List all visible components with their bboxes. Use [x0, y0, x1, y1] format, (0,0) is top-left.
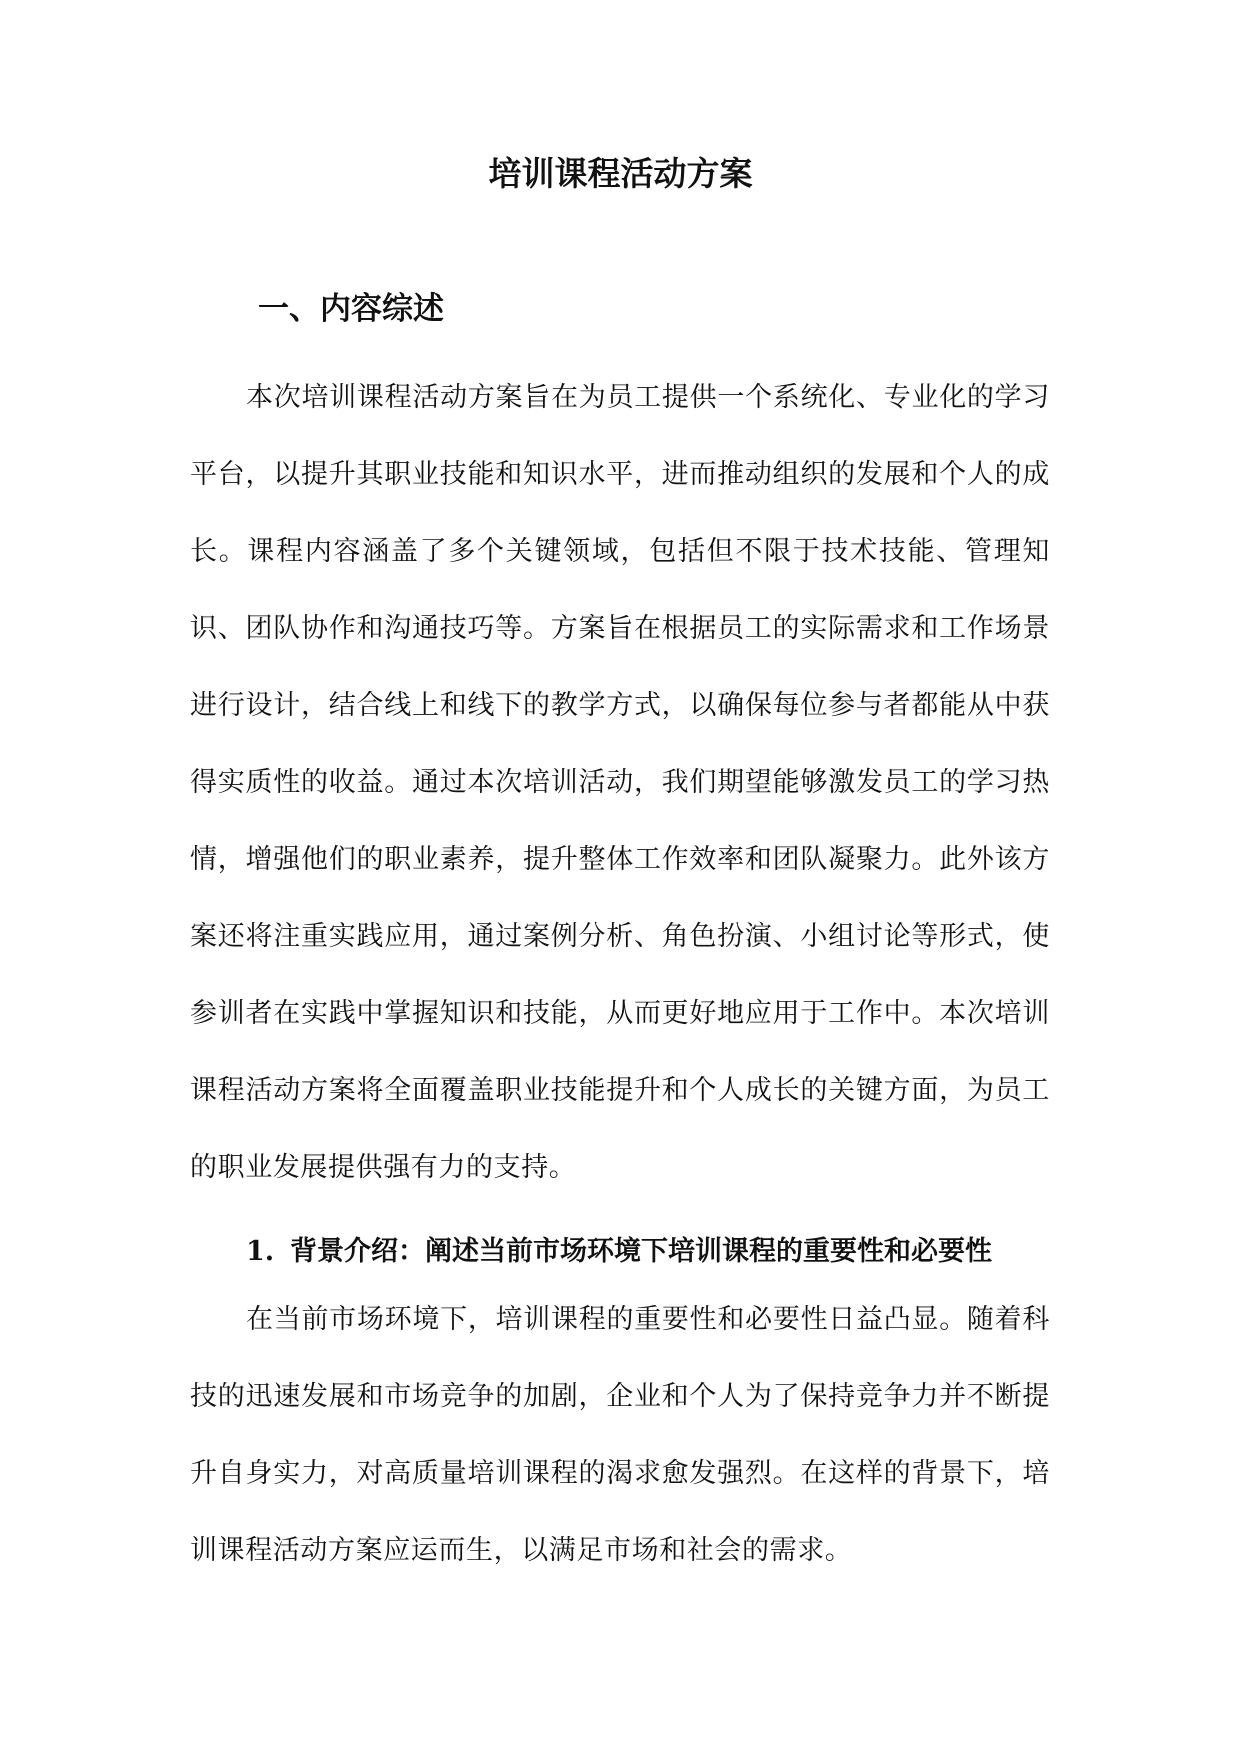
section-heading: 一、内容综述 — [258, 291, 444, 327]
document-title: 培训课程活动方案 — [488, 154, 753, 193]
paragraph-background: 在当前市场环境下，培训课程的重要性和必要性日益凸显。随着科技的迅速发展和市场竞争的加剧，企业和个人为了保持竞争力并不断提升自身实力，对高质量培训课程的渴求愈发强烈。在这样的背景下，培训课程活动方案应运而生，以满足市场和社会的需求。 — [190, 1304, 1050, 1566]
subsection-number: 1. — [246, 1236, 275, 1267]
paragraph-content-overview: 本次培训课程活动方案旨在为员工提供一个系统化、专业化的学习平台，以提升其职业技能和知识水平，进而推动组织的发展和个人的成长。课程内容涵盖了多个关键领域，包括但不限于技术技能、管理知识、团队协作和沟通技巧等。方案旨在根据员工的实际需求和工作场景进行设计，结合线上和线下的教学方式，以确保每位参与者都能从中获得实质性的收益。通过本次培训活动，我们期望能够激发员工的学习热情，增强他们的职业素养，提升整体工作效率和团队凝聚力。此外该方案还将注重实践应用，通过案例分析、角色扮演、小组讨论等形式，使参训者在实践中掌握知识和技能，从而更好地应用于工作中。本次培训课程活动方案将全面覆盖职业技能提升和个人成长的关键方面，为员工的职业发展提供强有力的支持。 — [190, 382, 1050, 1183]
subsection-heading-text: 背景介绍：阐述当前市场环境下培训课程的重要性和必要性 — [290, 1236, 992, 1267]
subsection-heading — [246, 1232, 1066, 1272]
